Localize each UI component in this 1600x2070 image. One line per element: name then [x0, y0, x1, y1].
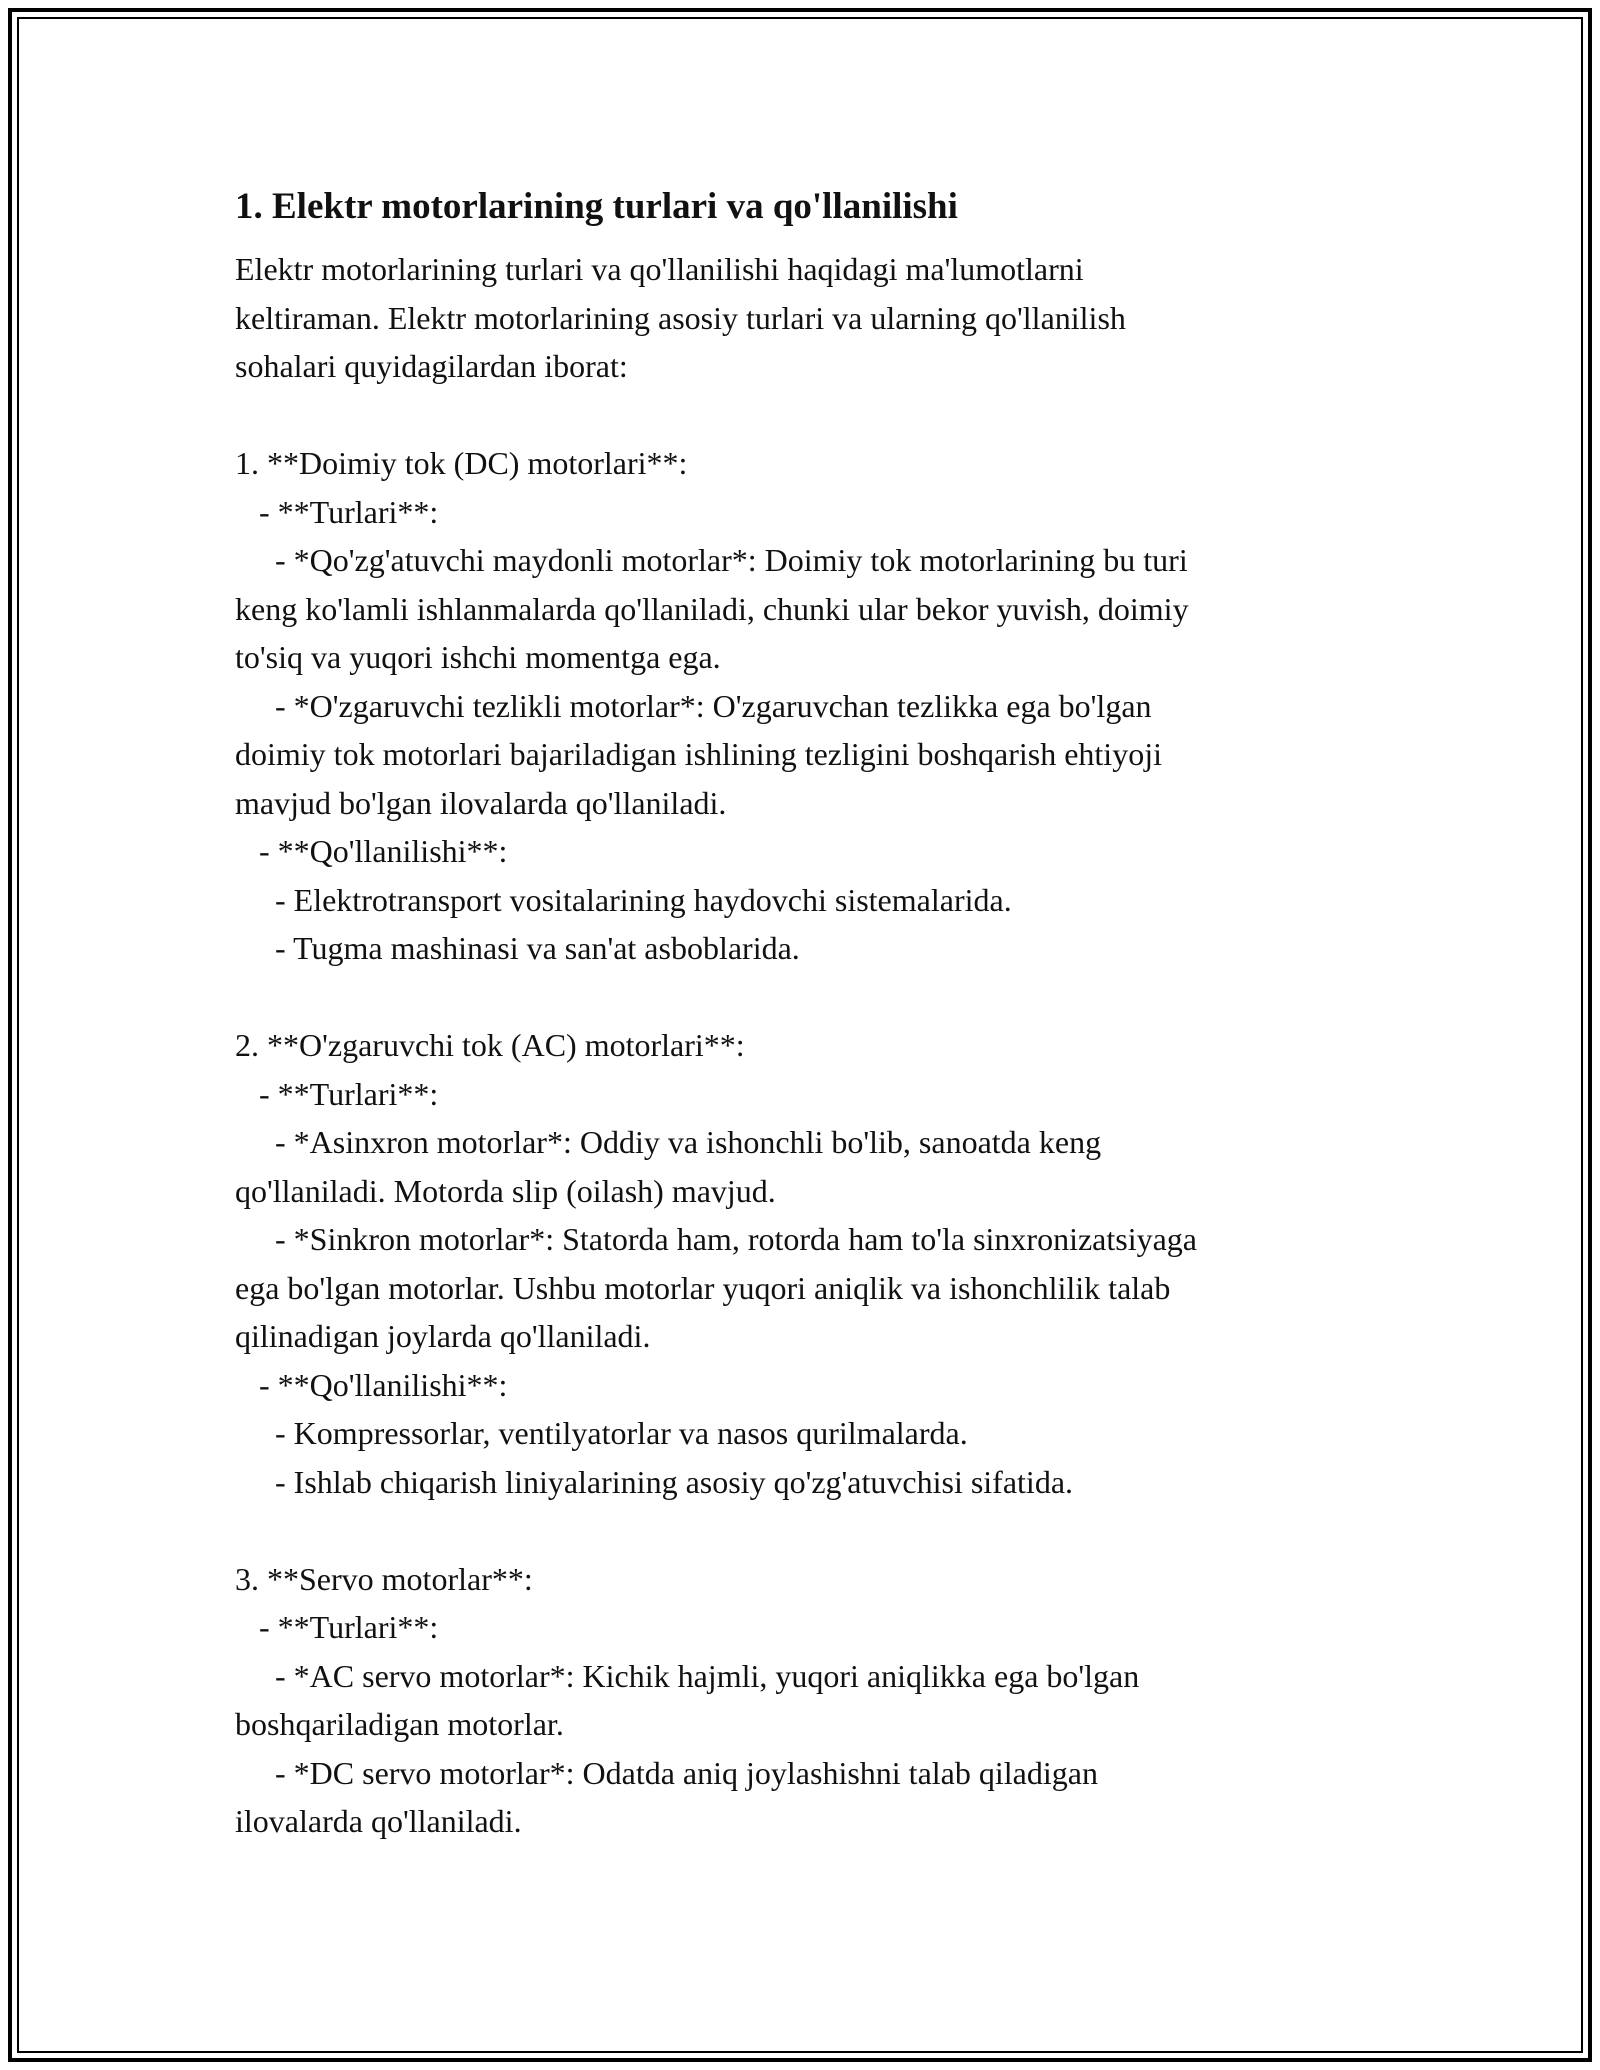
document-body: Elektr motorlarining turlari va qo'llanilishi haqidagi ma'lumotlarni keltiraman. Elektr motorlarining asosiy turlari va ularning qo'llanilish sohalari quyidagilardan iborat: 1. **Doimiy tok (DC) motorlari**: - **Turlari**: - *Qo'zg'atuvchi maydonli motorlar*: Doimiy tok motorlarining bu turi keng ko'lamli ishlanmalarda qo'llaniladi, chunki ular bekor yuvish, doimiy to'siq va yuqori ishchi momentga ega. - *O'zgaruvchi tezlikli motorlar*: O'zgaruvchan tezlikka ega bo'lgan doimiy tok motorlari bajariladigan ishlining tezligini boshqarish ehtiyoji mavjud bo'lgan ilovalarda qo'llaniladi. - **Qo'llanilishi**: - Elektrotransport vositalarining haydovchi sistemalarida. - Tugma mashinasi va san'at asboblarida. 2. **O'zgaruvchi tok (AC) motorlari**: - **Turlari**: - *Asinxron motorlar*: Oddiy va ishonchli bo'lib, sanoatda keng qo'llaniladi. Motorda slip (oilash) mavjud. - *Sinkron motorlar*: Statorda ham, rotorda ham to'la sinxronizatsiyaga ega bo'lgan motorlar. Ushbu motorlar yuqori aniqlik va ishonchlilik talab qilinadigan joylarda qo'llaniladi. - **Qo'llanilishi**: - Kompressorlar, ventilyatorlar va nasos qurilmalarda. - Ishlab chiqarish liniyalarining asosiy qo'zg'atuvchisi sifatida. 3. **Servo motorlar**: - **Turlari**: - *AC servo motorlar*: Kichik hajmli, yuqori aniqlikka ega bo'lgan boshqariladigan motorlar. - *DC servo motorlar*: Odatda aniq joylashishni talab qiladigan ilovalarda qo'llaniladi. — [235, 251, 1197, 1839]
document-title: 1. Elektr motorlarining turlari va qo'llanilishi — [235, 186, 958, 227]
document-content — [235, 185, 1375, 1846]
